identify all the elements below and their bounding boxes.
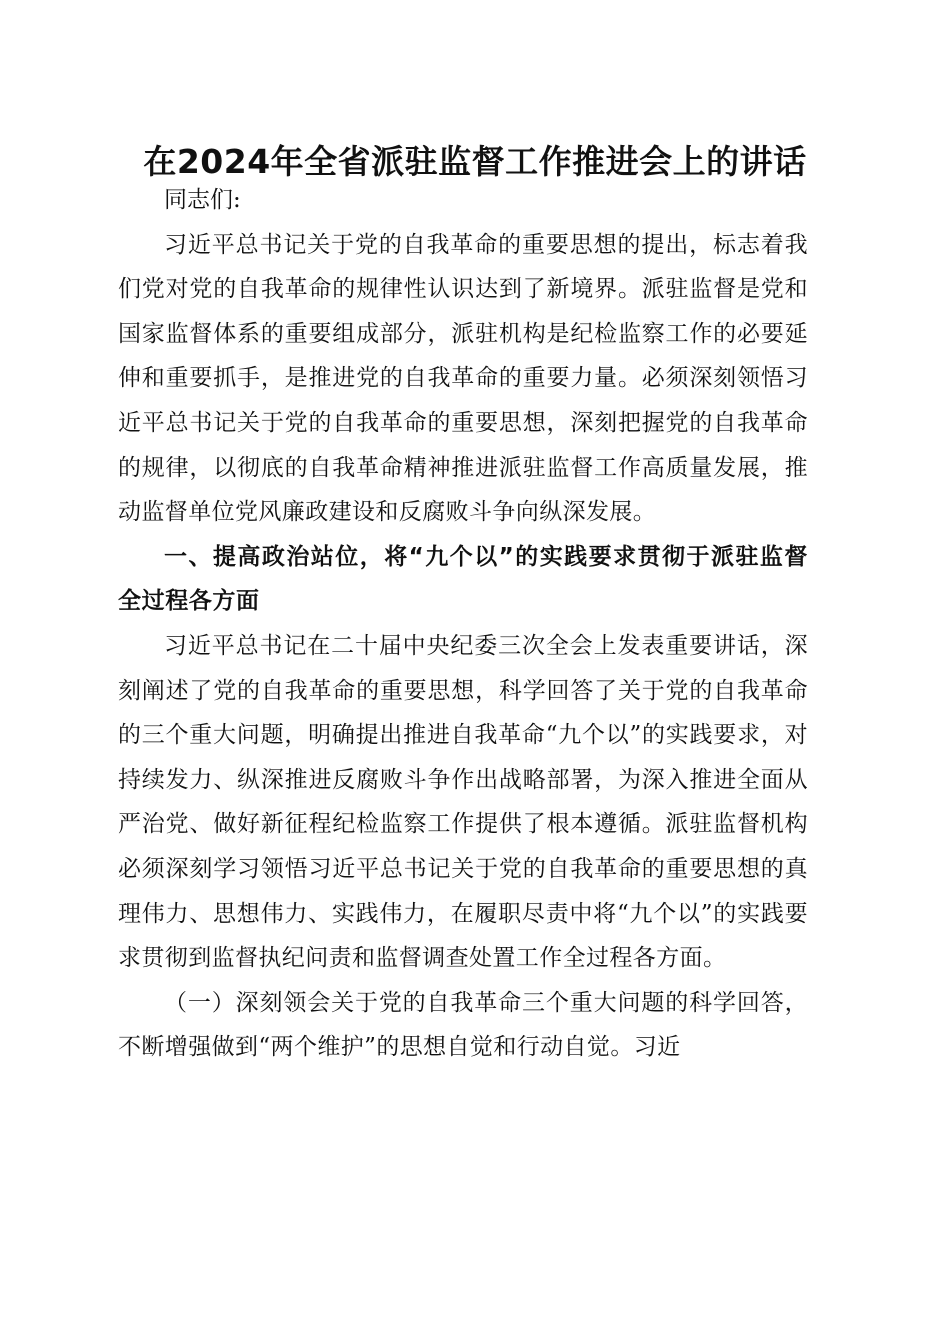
salutation: 同志们: — [164, 187, 241, 213]
document-body — [118, 178, 808, 1070]
paragraph-section-1: 习近平总书记在二十届中央纪委三次全会上发表重要讲话，深刻阐述了党的自我革命的重要思想，科学回答了关于党的自我革命的三个重大问题，明确提出推进自我革命“九个以”的实践要求，对持续发力、纵深推进反腐败斗争作出战略部署，为深入推进全面从严治党、做好新征程纪检监察工作提供了根本遵循。派驻监督机构必须深刻学习领悟习近平总书记关于党的自我革命的重要思想的真理伟力、思想伟力、实践伟力，在履职尽责中将“九个以”的实践要求贯彻到监督执纪问责和监督调查处置工作全过程各方面。 — [118, 632, 808, 972]
paragraph-subsection-1: （一）深刻领会关于党的自我革命三个重大问题的科学回答，不断增强做到“两个维护”的思想自觉和行动自觉。习近 — [118, 989, 808, 1061]
paragraph-intro: 习近平总书记关于党的自我革命的重要思想的提出，标志着我们党对党的自我革命的规律性认识达到了新境界。派驻监督是党和国家监督体系的重要组成部分，派驻机构是纪检监察工作的必要延伸和重要抓手，是推进党的自我革命的重要力量。必须深刻领悟习近平总书记关于党的自我革命的重要思想，深刻把握党的自我革命的规律，以彻底的自我革命精神推进派驻监督工作高质量发展，推动监督单位党风廉政建设和反腐败斗争向纵深发展。 — [118, 231, 808, 526]
section-heading-1: 一、提高政治站位，将“九个以”的实践要求贯彻于派驻监督全过程各方面 — [118, 543, 808, 615]
document-title: 在2024年全省派驻监督工作推进会上的讲话 — [143, 142, 807, 181]
